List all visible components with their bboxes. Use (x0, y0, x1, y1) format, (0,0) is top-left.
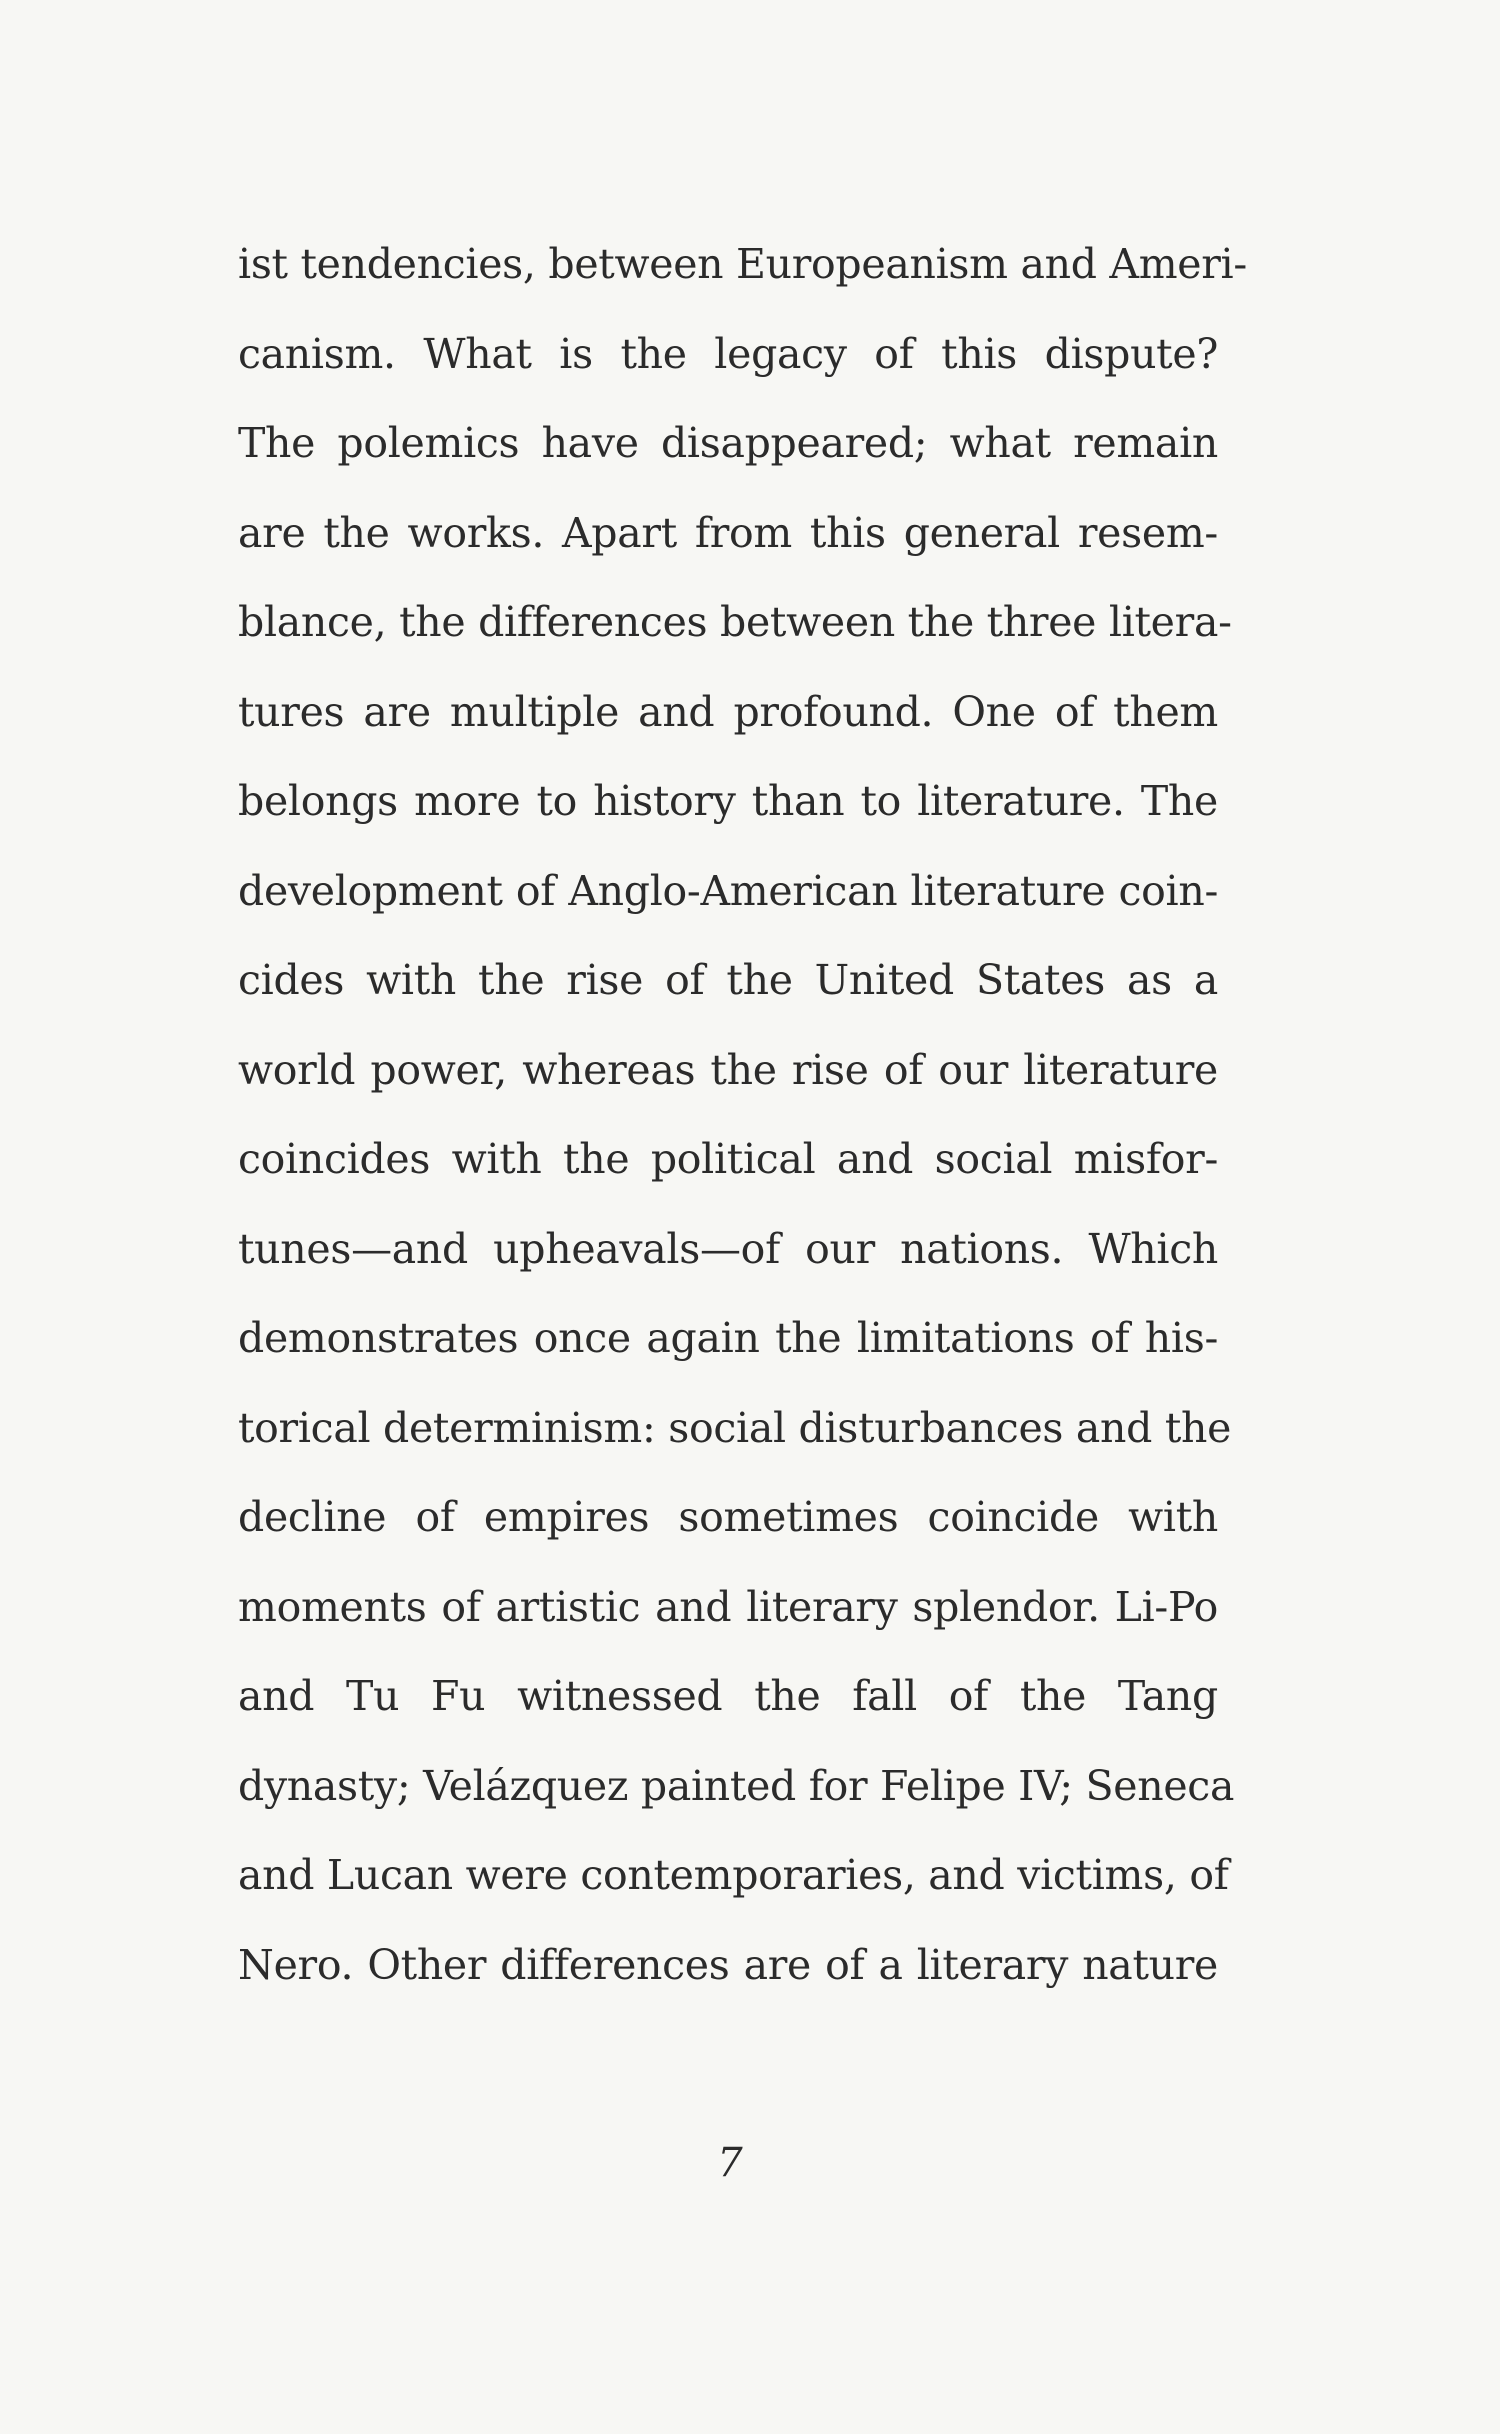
text-line: Nero. Other differences are of a literary nature (238, 1940, 1218, 1989)
text-line: canism. What is the legacy of this dispute? (238, 329, 1218, 378)
text-line: The polemics have disappeared; what remain (238, 419, 1218, 467)
body-text (238, 220, 1247, 2010)
text-line: and Tu Fu witnessed the fall of the Tang (238, 1672, 1218, 1720)
text-line: and Lucan were contemporaries, and victims, of (238, 1851, 1229, 1899)
text-line: cides with the rise of the United States as a (238, 956, 1218, 1004)
text-line: belongs more to history than to literature. The (238, 777, 1218, 825)
text-line: dynasty; Velázquez painted for Felipe IV; Seneca (238, 1761, 1235, 1810)
text-line: coincides with the political and social misfor- (238, 1135, 1218, 1183)
text-line: moments of artistic and literary splendor. Li-Po (238, 1582, 1218, 1631)
page-number: 7 (717, 2140, 743, 2186)
text-line: tures are multiple and profound. One of them (238, 687, 1218, 736)
text-line: ist tendencies, between Europeanism and Ameri- (238, 240, 1247, 288)
text-line: blance, the differences between the three litera- (238, 598, 1232, 646)
text-line: are the works. Apart from this general resem- (238, 508, 1218, 557)
text-line: torical determinism: social disturbances and the (238, 1403, 1232, 1452)
text-line: decline of empires sometimes coincide with (238, 1493, 1218, 1541)
text-line: tunes—and upheavals—of our nations. Which (238, 1224, 1218, 1273)
text-line: development of Anglo-American literature coin- (238, 866, 1218, 915)
text-line: world power, whereas the rise of our literature (238, 1045, 1218, 1094)
text-line: demonstrates once again the limitations of his- (238, 1314, 1218, 1362)
